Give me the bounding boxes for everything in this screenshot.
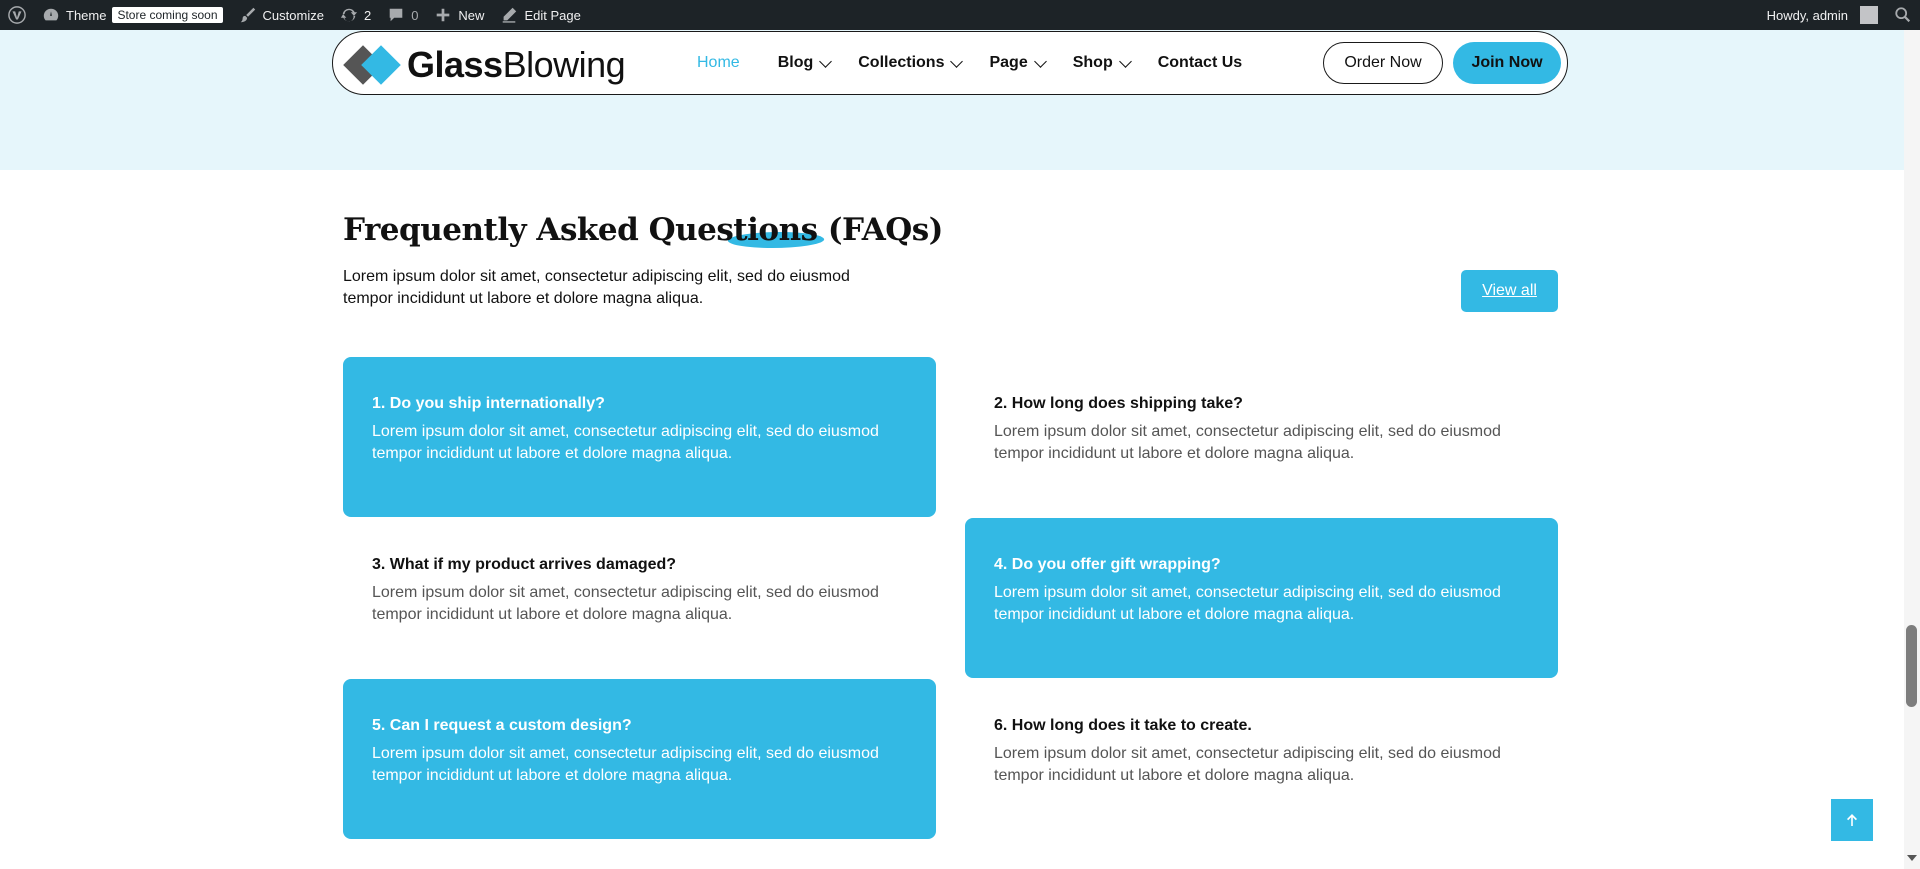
- logo-text: GlassBlowing: [407, 44, 626, 85]
- faq-question: 2. How long does shipping take?: [994, 395, 1243, 412]
- chevron-down-icon: [1034, 55, 1047, 68]
- avatar: [1860, 6, 1878, 24]
- wordpress-menu[interactable]: [0, 0, 34, 30]
- faq-question: 6. How long does it take to create.: [994, 717, 1252, 734]
- nav-shop[interactable]: Shop: [1073, 54, 1130, 72]
- updates-link[interactable]: [332, 0, 379, 30]
- scroll-down-arrow-icon[interactable]: [1907, 855, 1917, 861]
- faq-answer: Lorem ipsum dolor sit amet, consectetur adipiscing elit, sed do eiusmod tempor incididunt ut labore et dolore magna aliqua.: [994, 745, 1501, 784]
- faq-answer: Lorem ipsum dolor sit amet, consectetur adipiscing elit, sed do eiusmod tempor incididunt ut labore et dolore magna aliqua.: [372, 584, 879, 623]
- comments-link[interactable]: [379, 0, 426, 30]
- comment-icon: [387, 6, 405, 24]
- faq-intro: Lorem ipsum dolor sit amet, consectetur adipiscing elit, sed do eiusmod tempor incididunt ut labore et dolore magna aliqua.: [343, 268, 850, 307]
- howdy-label: Howdy, admin: [1766, 7, 1848, 23]
- edit-page-label: Edit Page: [524, 7, 581, 23]
- site-header: [332, 31, 1568, 95]
- join-now-button[interactable]: Join Now: [1453, 42, 1561, 84]
- wordpress-logo-icon: [8, 6, 26, 24]
- updates-count: 2: [363, 7, 372, 23]
- nav-blog[interactable]: Blog: [778, 54, 831, 72]
- faq-title: Frequently Asked Questions (FAQs): [343, 212, 943, 248]
- paintbrush-icon: [239, 6, 257, 24]
- faq-item[interactable]: [965, 357, 1558, 517]
- order-now-button[interactable]: Order Now: [1323, 42, 1443, 84]
- store-status-badge[interactable]: Store coming soon: [112, 7, 222, 23]
- nav-contact-us[interactable]: Contact Us: [1157, 54, 1243, 71]
- view-all-button[interactable]: View all: [1461, 270, 1558, 312]
- pencil-icon: [500, 6, 518, 24]
- faq-item[interactable]: [343, 518, 936, 678]
- theme-menu[interactable]: [34, 0, 231, 30]
- dashboard-icon: [42, 6, 60, 24]
- faq-item[interactable]: [343, 357, 936, 517]
- account-menu[interactable]: [1759, 0, 1886, 30]
- site-logo[interactable]: [343, 44, 625, 86]
- plus-icon: [434, 6, 452, 24]
- main-nav: [697, 32, 1270, 94]
- customize-label: Customize: [262, 7, 324, 23]
- comments-count: 0: [411, 7, 419, 23]
- chevron-down-icon: [951, 55, 964, 68]
- faq-answer: Lorem ipsum dolor sit amet, consectetur adipiscing elit, sed do eiusmod tempor incididunt ut labore et dolore magna aliqua.: [994, 423, 1501, 462]
- scrollbar-thumb[interactable]: [1906, 625, 1917, 707]
- arrow-up-icon: [1844, 812, 1860, 828]
- faq-answer: Lorem ipsum dolor sit amet, consectetur adipiscing elit, sed do eiusmod tempor incididunt ut labore et dolore magna aliqua.: [372, 423, 879, 462]
- faq-item[interactable]: [343, 679, 936, 839]
- faq-answer: Lorem ipsum dolor sit amet, consectetur adipiscing elit, sed do eiusmod tempor incididunt ut labore et dolore magna aliqua.: [994, 584, 1501, 623]
- faq-answer: Lorem ipsum dolor sit amet, consectetur adipiscing elit, sed do eiusmod tempor incididunt ut labore et dolore magna aliqua.: [372, 745, 879, 784]
- chevron-down-icon: [819, 55, 832, 68]
- new-label: New: [458, 7, 485, 23]
- faq-question: 5. Can I request a custom design?: [372, 717, 632, 734]
- nav-collections[interactable]: Collections: [858, 54, 961, 72]
- nav-page[interactable]: Page: [989, 54, 1044, 72]
- scroll-to-top-button[interactable]: [1831, 799, 1873, 841]
- page-scrollbar[interactable]: [1904, 30, 1920, 869]
- new-content-menu[interactable]: [426, 0, 492, 30]
- theme-label: Theme: [66, 7, 107, 23]
- customize-link[interactable]: [231, 0, 332, 30]
- faq-question: 3. What if my product arrives damaged?: [372, 556, 677, 573]
- diamond-logo-icon: [343, 45, 403, 85]
- admin-bar: [0, 0, 1920, 30]
- nav-home[interactable]: Home: [697, 54, 740, 71]
- faq-question: 4. Do you offer gift wrapping?: [994, 556, 1221, 573]
- updates-icon: [340, 6, 358, 24]
- edit-page-link[interactable]: [492, 0, 588, 30]
- chevron-down-icon: [1119, 55, 1132, 68]
- search-button[interactable]: [1886, 0, 1920, 30]
- faq-item[interactable]: [965, 518, 1558, 678]
- faq-item[interactable]: [965, 679, 1558, 839]
- search-icon: [1894, 6, 1912, 24]
- faq-question: 1. Do you ship internationally?: [372, 395, 605, 412]
